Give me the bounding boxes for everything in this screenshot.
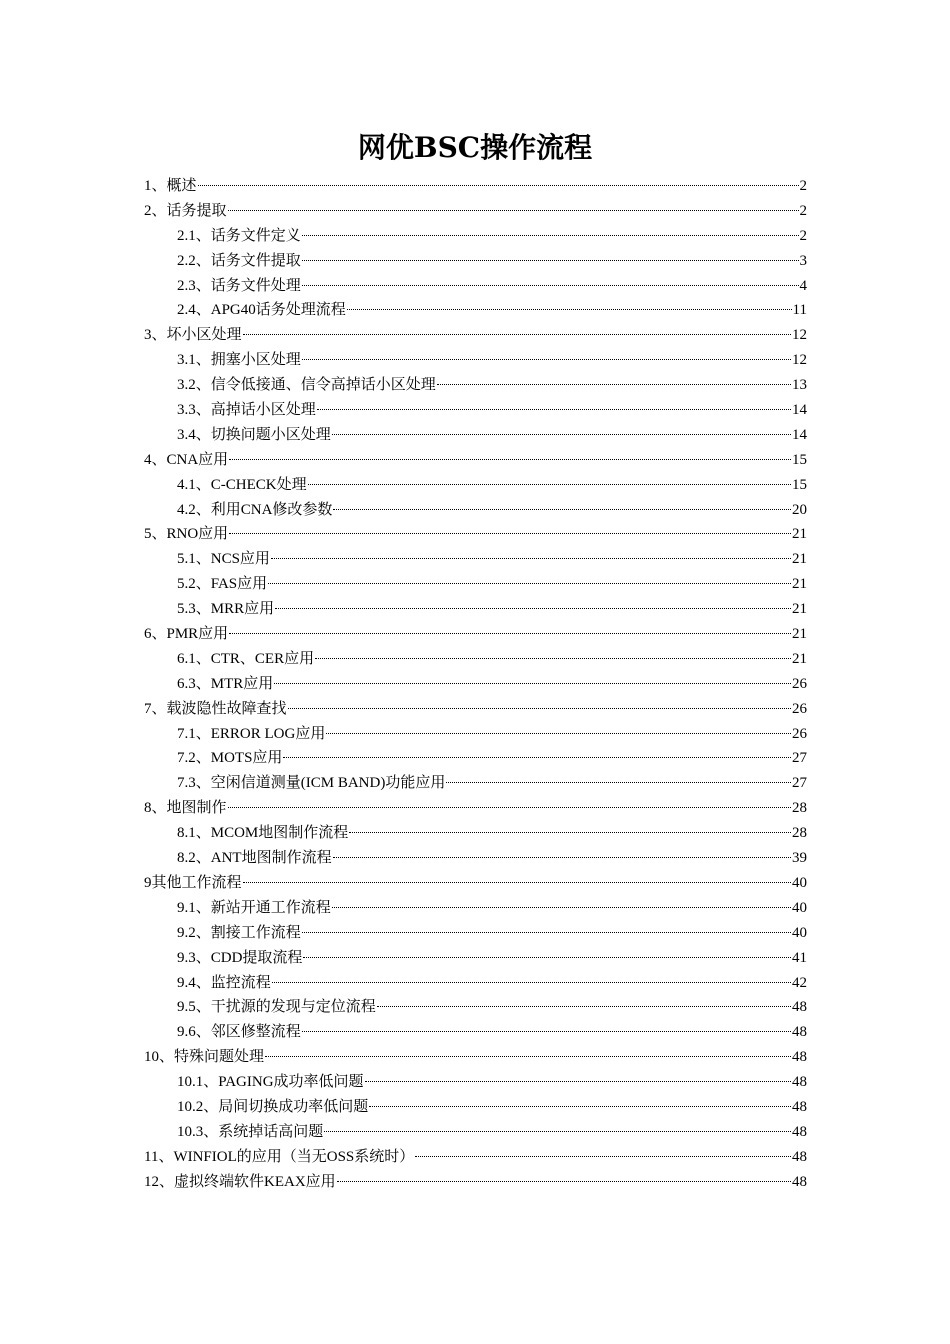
toc-entry-label: 7.2、MOTS应用: [177, 750, 283, 767]
toc-dot-leader: [332, 434, 791, 435]
toc-dot-leader: [332, 907, 791, 908]
toc-entry-label: 6.3、MTR应用: [177, 675, 274, 692]
toc-entry-page-number: 2: [799, 227, 807, 244]
toc-entry[interactable]: [144, 1120, 807, 1145]
toc-dot-leader: [337, 1181, 791, 1182]
toc-entry[interactable]: [144, 348, 807, 373]
toc-entry[interactable]: [144, 547, 807, 572]
toc-dot-leader: [302, 285, 799, 286]
toc-entry-page-number: 48: [792, 1123, 807, 1140]
toc-dot-leader: [377, 1006, 791, 1007]
toc-entry-label: 5.3、MRR应用: [177, 601, 275, 618]
toc-entry[interactable]: [144, 647, 807, 672]
toc-entry-page-number: 27: [792, 750, 807, 767]
toc-entry[interactable]: [144, 946, 807, 971]
toc-entry-page-number: 26: [792, 725, 807, 742]
toc-entry[interactable]: [144, 448, 807, 473]
toc-dot-leader: [228, 807, 791, 808]
toc-entry-page-number: 2: [799, 178, 807, 194]
toc-entry-label: 6.1、CTR、CER应用: [177, 650, 315, 667]
toc-entry-page-number: 42: [792, 974, 807, 991]
toc-entry-label: 3.4、切换问题小区处理: [177, 426, 331, 443]
toc-entry-label: 3、坏小区处理: [144, 327, 242, 344]
toc-dot-leader: [229, 533, 791, 534]
toc-entry[interactable]: [144, 1170, 807, 1195]
toc-entry-label: 9.2、割接工作流程: [177, 924, 301, 941]
toc-entry[interactable]: [144, 846, 807, 871]
toc-dot-leader: [315, 658, 791, 659]
toc-entry-label: 12、虚拟终端软件KEAX应用: [144, 1173, 336, 1190]
toc-dot-leader: [302, 235, 799, 236]
toc-entry-label: 3.3、高掉话小区处理: [177, 402, 316, 419]
toc-entry-label: 2.3、话务文件处理: [177, 277, 301, 294]
table-of-contents: [144, 174, 807, 1195]
toc-entry-page-number: 48: [792, 1148, 807, 1165]
toc-entry-page-number: 12: [792, 352, 807, 369]
toc-entry[interactable]: [144, 473, 807, 498]
toc-dot-leader: [308, 484, 791, 485]
toc-entry-page-number: 3: [799, 252, 807, 269]
toc-entry[interactable]: [144, 672, 807, 697]
toc-dot-leader: [324, 1131, 791, 1132]
toc-entry-page-number: 48: [792, 1074, 807, 1091]
toc-entry-page-number: 40: [792, 924, 807, 941]
toc-entry-label: 10.1、PAGING成功率低问题: [177, 1074, 364, 1091]
toc-entry-label: 3.2、信令低接通、信令高掉话小区处理: [177, 377, 436, 394]
toc-entry[interactable]: [144, 796, 807, 821]
toc-entry-page-number: 14: [792, 402, 807, 419]
toc-dot-leader: [437, 384, 791, 385]
toc-dot-leader: [288, 708, 791, 709]
toc-entry[interactable]: [144, 971, 807, 996]
toc-entry-page-number: 20: [792, 501, 807, 518]
toc-entry-page-number: 41: [792, 949, 807, 966]
toc-dot-leader: [302, 932, 791, 933]
toc-dot-leader: [302, 359, 791, 360]
toc-entry-label: 4.2、利用CNA修改参数: [177, 501, 333, 518]
toc-entry-label: 5、RNO应用: [144, 526, 229, 543]
toc-entry-page-number: 14: [792, 426, 807, 443]
toc-entry-label: 1、概述: [144, 178, 197, 194]
toc-entry[interactable]: [144, 323, 807, 348]
toc-dot-leader: [369, 1106, 791, 1107]
toc-entry-page-number: 48: [792, 999, 807, 1016]
toc-entry[interactable]: [144, 1145, 807, 1170]
toc-entry-label: 10、特殊问题处理: [144, 1049, 265, 1066]
toc-dot-leader: [268, 583, 791, 584]
toc-entry[interactable]: [144, 224, 807, 249]
toc-entry-page-number: 12: [792, 327, 807, 344]
toc-entry-page-number: 28: [792, 800, 807, 817]
toc-dot-leader: [333, 509, 791, 510]
toc-entry-label: 9.4、监控流程: [177, 974, 271, 991]
toc-entry-page-number: 2: [799, 202, 807, 219]
toc-entry-label: 7.1、ERROR LOG应用: [177, 725, 326, 742]
toc-entry[interactable]: [144, 1070, 807, 1095]
toc-entry-label: 2.1、话务文件定义: [177, 227, 301, 244]
toc-entry[interactable]: [144, 622, 807, 647]
toc-entry[interactable]: [144, 572, 807, 597]
toc-entry[interactable]: [144, 274, 807, 299]
toc-dot-leader: [243, 882, 791, 883]
toc-dot-leader: [283, 757, 791, 758]
toc-dot-leader: [243, 334, 791, 335]
toc-entry-page-number: 26: [792, 700, 807, 717]
toc-entry-page-number: 40: [792, 899, 807, 916]
toc-entry-label: 2.2、话务文件提取: [177, 252, 301, 269]
toc-entry[interactable]: [144, 199, 807, 224]
toc-dot-leader: [229, 633, 791, 634]
toc-entry-label: 9其他工作流程: [144, 874, 242, 891]
toc-entry[interactable]: [144, 821, 807, 846]
toc-entry[interactable]: [144, 746, 807, 771]
toc-entry-page-number: 48: [792, 1049, 807, 1066]
toc-dot-leader: [229, 459, 791, 460]
toc-entry-label: 3.1、拥塞小区处理: [177, 352, 301, 369]
toc-entry-label: 9.3、CDD提取流程: [177, 949, 303, 966]
toc-entry-label: 2、话务提取: [144, 202, 227, 219]
toc-entry-page-number: 27: [792, 775, 807, 792]
toc-entry[interactable]: [144, 498, 807, 523]
toc-dot-leader: [265, 1056, 791, 1057]
toc-entry[interactable]: [144, 423, 807, 448]
toc-dot-leader: [446, 782, 791, 783]
toc-entry[interactable]: [144, 597, 807, 622]
toc-dot-leader: [302, 260, 799, 261]
toc-entry-page-number: 15: [792, 451, 807, 468]
toc-dot-leader: [326, 733, 791, 734]
toc-entry[interactable]: [144, 697, 807, 722]
toc-entry-page-number: 48: [792, 1098, 807, 1115]
toc-entry-label: 7、载波隐性故障查找: [144, 700, 287, 717]
toc-entry-page-number: 21: [792, 551, 807, 568]
toc-entry-page-number: 21: [792, 626, 807, 643]
toc-dot-leader: [275, 608, 791, 609]
toc-entry[interactable]: [144, 1020, 807, 1045]
toc-entry-label: 7.3、空闲信道测量(ICM BAND)功能应用: [177, 775, 446, 792]
toc-entry-page-number: 40: [792, 874, 807, 891]
toc-dot-leader: [347, 309, 792, 310]
toc-dot-leader: [333, 857, 791, 858]
toc-entry-label: 9.5、干扰源的发现与定位流程: [177, 999, 376, 1016]
toc-entry[interactable]: [144, 722, 807, 747]
toc-entry[interactable]: [144, 1095, 807, 1120]
toc-entry[interactable]: [144, 373, 807, 398]
toc-dot-leader: [271, 558, 791, 559]
toc-entry-page-number: 21: [792, 650, 807, 667]
toc-dot-leader: [349, 832, 791, 833]
toc-entry-label: 9.6、邻区修整流程: [177, 1024, 301, 1041]
toc-entry-page-number: 15: [792, 476, 807, 493]
toc-entry-label: 4、CNA应用: [144, 451, 229, 468]
toc-entry-page-number: 4: [799, 277, 807, 294]
document-title: 网优BSC操作流程: [357, 131, 593, 164]
toc-entry-page-number: 39: [792, 850, 807, 867]
toc-dot-leader: [317, 409, 791, 410]
toc-dot-leader: [415, 1156, 791, 1157]
toc-entry[interactable]: [144, 298, 807, 323]
toc-entry-label: 6、PMR应用: [144, 626, 229, 643]
toc-entry-label: 4.1、C-CHECK处理: [177, 476, 307, 493]
toc-entry[interactable]: [144, 174, 807, 199]
toc-entry[interactable]: [144, 1045, 807, 1070]
toc-dot-leader: [303, 957, 791, 958]
toc-entry-label: 8、地图制作: [144, 800, 227, 817]
toc-dot-leader: [365, 1081, 791, 1082]
toc-entry[interactable]: [144, 921, 807, 946]
toc-entry-label: 5.1、NCS应用: [177, 551, 270, 568]
toc-entry-page-number: 48: [792, 1024, 807, 1041]
toc-entry-page-number: 21: [792, 601, 807, 618]
toc-dot-leader: [274, 683, 791, 684]
toc-entry[interactable]: [144, 522, 807, 547]
toc-dot-leader: [198, 185, 799, 186]
toc-entry[interactable]: [144, 896, 807, 921]
toc-entry-label: 8.1、MCOM地图制作流程: [177, 825, 349, 842]
toc-entry-page-number: 21: [792, 576, 807, 593]
toc-entry-page-number: 11: [792, 302, 807, 319]
toc-dot-leader: [302, 1031, 791, 1032]
toc-entry-label: 10.3、系统掉话高问题: [177, 1123, 324, 1140]
toc-entry-page-number: 28: [792, 825, 807, 842]
toc-entry[interactable]: [144, 771, 807, 796]
toc-dot-leader: [272, 982, 791, 983]
toc-entry-page-number: 21: [792, 526, 807, 543]
toc-entry-page-number: 48: [792, 1173, 807, 1190]
toc-entry-page-number: 13: [792, 377, 807, 394]
toc-entry-label: 11、WINFIOL的应用（当无OSS系统时）: [144, 1148, 415, 1165]
toc-entry-label: 2.4、APG40话务处理流程: [177, 302, 346, 319]
toc-entry[interactable]: [144, 995, 807, 1020]
toc-entry-label: 10.2、局间切换成功率低问题: [177, 1098, 369, 1115]
toc-dot-leader: [228, 210, 799, 211]
toc-entry[interactable]: [144, 871, 807, 896]
toc-entry-label: 8.2、ANT地图制作流程: [177, 850, 332, 867]
toc-entry[interactable]: [144, 249, 807, 274]
toc-entry-label: 9.1、新站开通工作流程: [177, 899, 331, 916]
toc-entry-page-number: 26: [792, 675, 807, 692]
toc-entry-label: 5.2、FAS应用: [177, 576, 268, 593]
toc-entry[interactable]: [144, 398, 807, 423]
